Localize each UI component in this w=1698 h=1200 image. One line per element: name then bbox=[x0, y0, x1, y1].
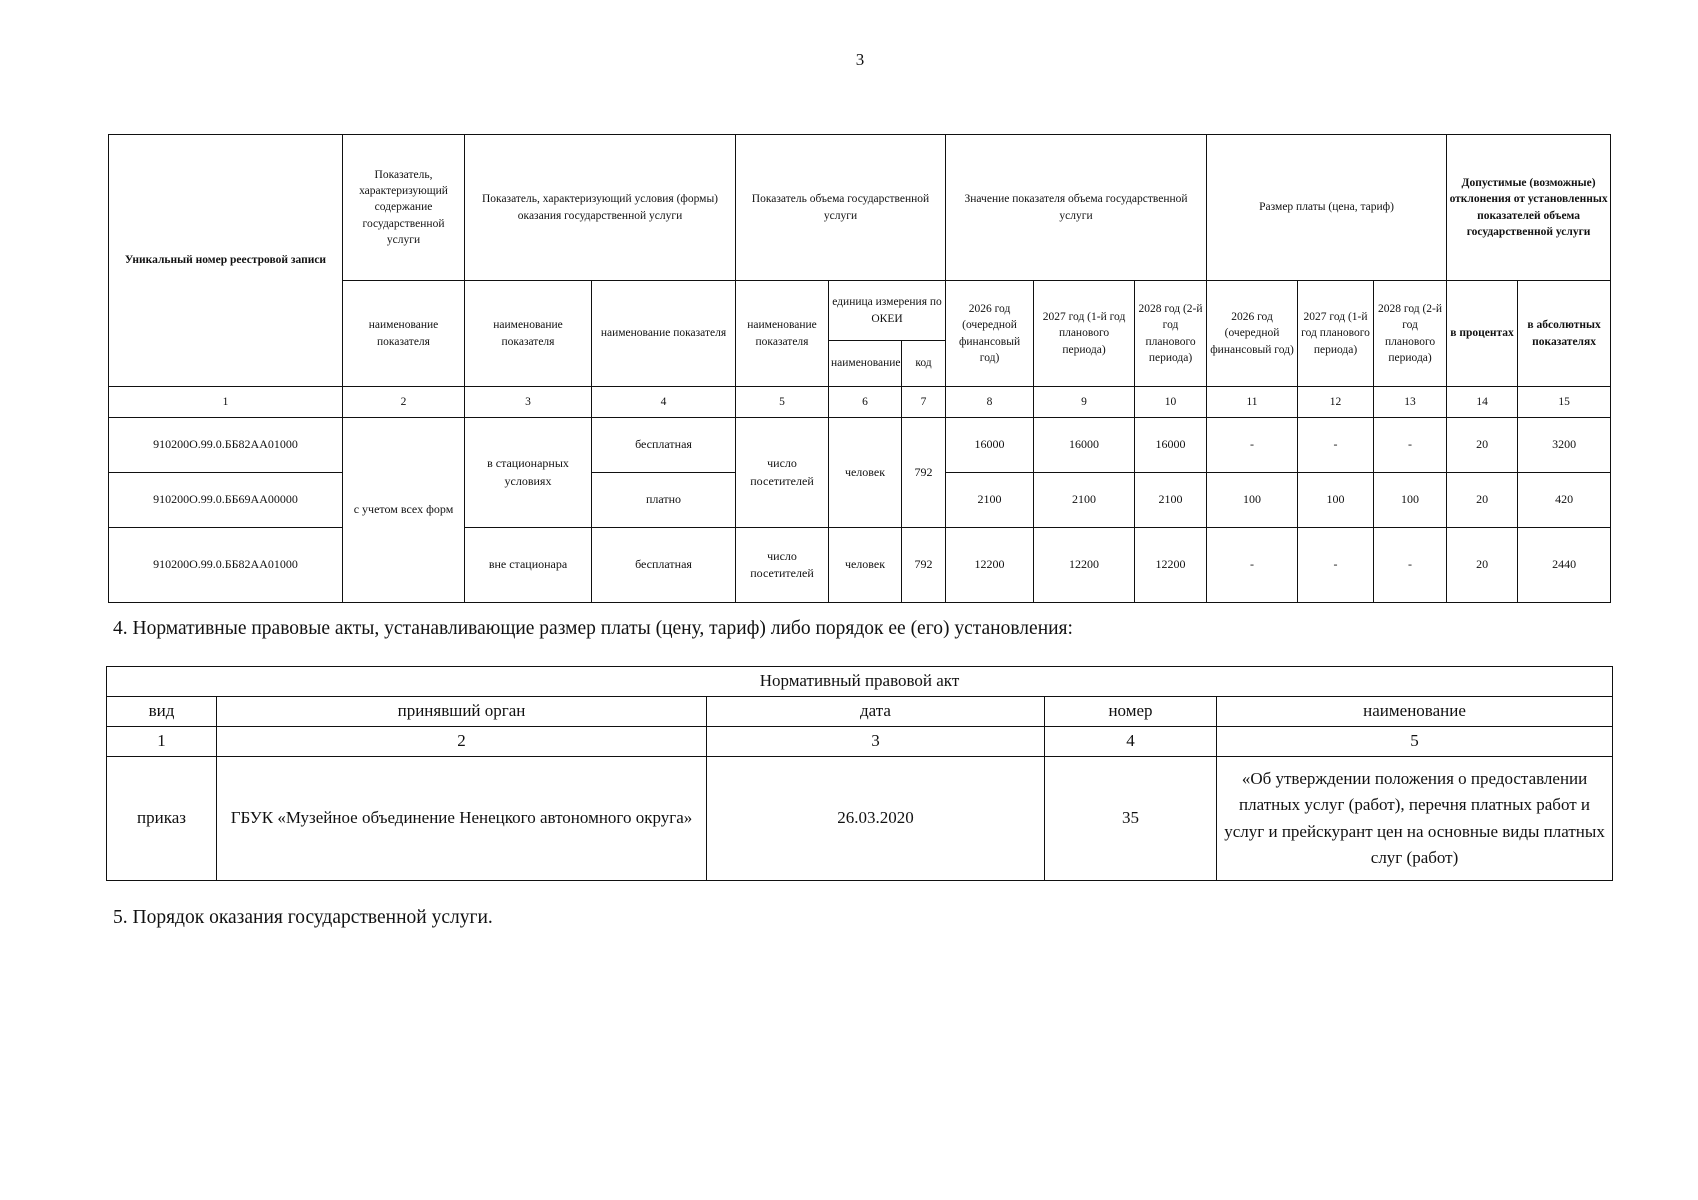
content-value: с учетом всех форм bbox=[343, 418, 465, 603]
col-number: 13 bbox=[1374, 387, 1447, 418]
table-row bbox=[107, 757, 1613, 881]
col-number: 4 bbox=[592, 387, 736, 418]
condition1-value: в стационарных условиях bbox=[465, 418, 592, 528]
header-volume: Показатель объема государственной услуги bbox=[736, 135, 946, 281]
section-5-heading: 5. Порядок оказания государственной услуги. bbox=[113, 907, 493, 928]
col-number: 5 bbox=[736, 387, 829, 418]
header-deviation: Допустимые (возможные) отклонения от установленных показателей объема государственной услуги bbox=[1447, 135, 1611, 281]
acts-header-name: наименование bbox=[1217, 697, 1613, 727]
header-fee-2026: 2026 год (очередной финансовый год) bbox=[1207, 281, 1298, 387]
header-percent: в процентах bbox=[1447, 281, 1518, 387]
volume-2028-value: 2100 bbox=[1135, 473, 1207, 528]
page-number: 3 bbox=[855, 50, 865, 69]
acts-col-number: 4 bbox=[1045, 727, 1217, 757]
deviation-absolute-value: 3200 bbox=[1518, 418, 1611, 473]
volume-2028-value: 12200 bbox=[1135, 528, 1207, 603]
acts-header-body: принявший орган bbox=[217, 697, 707, 727]
fee-2027-value: - bbox=[1298, 528, 1374, 603]
header-fee-2028: 2028 год (2-й год планового периода) bbox=[1374, 281, 1447, 387]
deviation-absolute-value: 2440 bbox=[1518, 528, 1611, 603]
header-unit: единица измерения по ОКЕИ bbox=[829, 281, 946, 341]
col-number: 11 bbox=[1207, 387, 1298, 418]
volume-2027-value: 16000 bbox=[1034, 418, 1135, 473]
acts-col-number: 1 bbox=[107, 727, 217, 757]
acts-col-number: 3 bbox=[707, 727, 1045, 757]
header-condition1-name: наименование показателя bbox=[465, 281, 592, 387]
indicator-value: число посетителей bbox=[736, 418, 829, 528]
volume-2026-value: 12200 bbox=[946, 528, 1034, 603]
indicator-value: число посетителей bbox=[736, 528, 829, 603]
volume-2026-value: 16000 bbox=[946, 418, 1034, 473]
header-volume-value: Значение показателя объема государственной услуги bbox=[946, 135, 1207, 281]
registry-number: 910200О.99.0.ББ82АА01000 bbox=[109, 418, 343, 473]
header-volume-name: наименование показателя bbox=[736, 281, 829, 387]
acts-col-number: 2 bbox=[217, 727, 707, 757]
registry-number: 910200О.99.0.ББ82АА01000 bbox=[109, 528, 343, 603]
deviation-percent-value: 20 bbox=[1447, 418, 1518, 473]
acts-header-date: дата bbox=[707, 697, 1045, 727]
col-number: 3 bbox=[465, 387, 592, 418]
header-condition2-name: наименование показателя bbox=[592, 281, 736, 387]
header-fee-2027: 2027 год (1-й год планового периода) bbox=[1298, 281, 1374, 387]
header-unit-name: наименование bbox=[829, 341, 902, 387]
unit-code-value: 792 bbox=[902, 418, 946, 528]
registry-number: 910200О.99.0.ББ69АА00000 bbox=[109, 473, 343, 528]
header-registry: Уникальный номер реестровой записи bbox=[109, 135, 343, 387]
column-numbers-row bbox=[109, 387, 1611, 418]
header-volume-2027: 2027 год (1-й год планового периода) bbox=[1034, 281, 1135, 387]
acts-col-number: 5 bbox=[1217, 727, 1613, 757]
condition2-value: платно bbox=[592, 473, 736, 528]
fee-2028-value: 100 bbox=[1374, 473, 1447, 528]
acts-header-number: номер bbox=[1045, 697, 1217, 727]
act-type: приказ bbox=[107, 757, 217, 881]
col-number: 7 bbox=[902, 387, 946, 418]
fee-2026-value: - bbox=[1207, 528, 1298, 603]
header-volume-2028: 2028 год (2-й год планового периода) bbox=[1135, 281, 1207, 387]
act-body: ГБУК «Музейное объединение Ненецкого автономного округа» bbox=[217, 757, 707, 881]
condition2-value: бесплатная bbox=[592, 418, 736, 473]
volume-2026-value: 2100 bbox=[946, 473, 1034, 528]
act-date: 26.03.2020 bbox=[707, 757, 1045, 881]
fee-2028-value: - bbox=[1374, 418, 1447, 473]
act-name: «Об утверждении положения о предоставлении платных услуг (работ), перечня платных работ и услуг и прейскурант цен на основные виды платных слуг (работ) bbox=[1217, 757, 1613, 881]
normative-acts-table bbox=[106, 666, 1613, 881]
header-fee: Размер платы (цена, тариф) bbox=[1207, 135, 1447, 281]
table-row bbox=[109, 418, 1611, 473]
acts-header-type: вид bbox=[107, 697, 217, 727]
col-number: 12 bbox=[1298, 387, 1374, 418]
header-content-name: наименование показателя bbox=[343, 281, 465, 387]
col-number: 8 bbox=[946, 387, 1034, 418]
fee-2027-value: - bbox=[1298, 418, 1374, 473]
act-number: 35 bbox=[1045, 757, 1217, 881]
deviation-percent-value: 20 bbox=[1447, 473, 1518, 528]
header-volume-2026: 2026 год (очередной финансовый год) bbox=[946, 281, 1034, 387]
unit-name-value: человек bbox=[829, 418, 902, 528]
col-number: 6 bbox=[829, 387, 902, 418]
service-volume-table bbox=[108, 134, 1611, 603]
col-number: 15 bbox=[1518, 387, 1611, 418]
section-4-heading: 4. Нормативные правовые акты, устанавливающие размер платы (цену, тариф) либо порядок ее (его) установления: bbox=[113, 618, 1073, 639]
header-conditions: Показатель, характеризующий условия (формы) оказания государственной услуги bbox=[465, 135, 736, 281]
header-unit-code: код bbox=[902, 341, 946, 387]
col-number: 1 bbox=[109, 387, 343, 418]
fee-2028-value: - bbox=[1374, 528, 1447, 603]
acts-caption: Нормативный правовой акт bbox=[107, 667, 1613, 697]
volume-2027-value: 12200 bbox=[1034, 528, 1135, 603]
header-absolute: в абсолютных показателях bbox=[1518, 281, 1611, 387]
deviation-absolute-value: 420 bbox=[1518, 473, 1611, 528]
condition2-value: бесплатная bbox=[592, 528, 736, 603]
unit-code-value: 792 bbox=[902, 528, 946, 603]
fee-2026-value: - bbox=[1207, 418, 1298, 473]
col-number: 2 bbox=[343, 387, 465, 418]
condition1-value: вне стационара bbox=[465, 528, 592, 603]
unit-name-value: человек bbox=[829, 528, 902, 603]
col-number: 14 bbox=[1447, 387, 1518, 418]
fee-2026-value: 100 bbox=[1207, 473, 1298, 528]
col-number: 9 bbox=[1034, 387, 1135, 418]
fee-2027-value: 100 bbox=[1298, 473, 1374, 528]
deviation-percent-value: 20 bbox=[1447, 528, 1518, 603]
table-row bbox=[109, 528, 1611, 603]
col-number: 10 bbox=[1135, 387, 1207, 418]
header-content: Показатель, характеризующий содержание государственной услуги bbox=[343, 135, 465, 281]
volume-2027-value: 2100 bbox=[1034, 473, 1135, 528]
volume-2028-value: 16000 bbox=[1135, 418, 1207, 473]
